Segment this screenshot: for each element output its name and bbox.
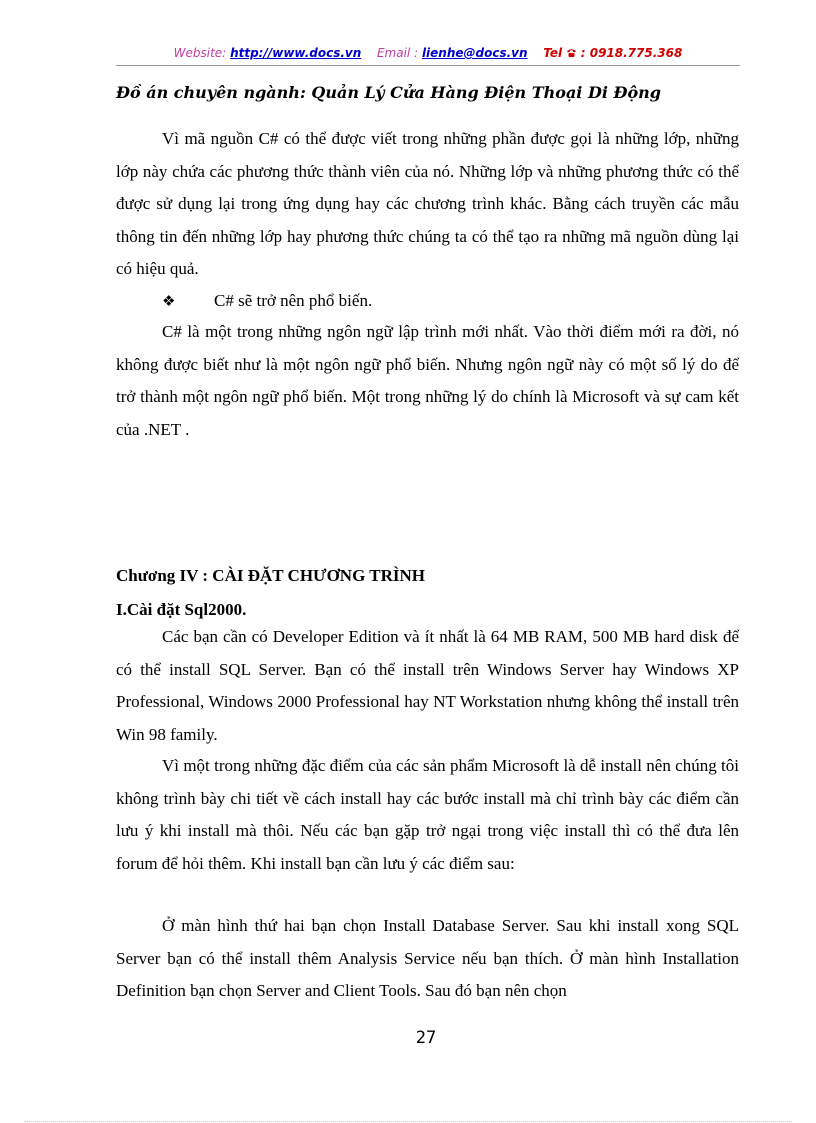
paragraph-5: Ở màn hình thứ hai bạn chọn Install Database Server. Sau khi install xong SQL Server bạn có thể install thêm Analysis Service nếu bạn thích. Ở màn hình Installation Definition bạn chọn Server and Client Tools. Sau đó bạn nên chọn [116, 916, 739, 1000]
email-label: Email : [376, 46, 419, 60]
website-link[interactable]: http://www.docs.vn [230, 46, 362, 60]
paragraph-3: Các bạn cần có Developer Edition và ít nhất là 64 MB RAM, 500 MB hard disk để có thể install SQL Server. Bạn có thể install trên Windows Server hay Windows XP Professional, Windows 2000 Professional hay NT Workstation nhưng không thể install trên Win 98 family. [116, 627, 739, 744]
tel-number: : 0918.775.368 [580, 46, 683, 60]
header-rule [116, 65, 740, 66]
telephone-icon [566, 46, 577, 60]
bullet-text: C# sẽ trở nên phổ biến. [214, 291, 373, 310]
website-label: Website: [173, 46, 227, 60]
paragraph-4: Vì một trong những đặc điểm của các sản phẩm Microsoft là dễ install nên chúng tôi không trình bày chi tiết về cách install hay các bước install mà chỉ trình bày các điểm cần lưu ý khi install mà thôi. Nếu các bạn gặp trở ngại trong việc install thì có thể đưa lên forum để hỏi thêm. Khi install bạn cần lưu ý các điểm sau: [116, 756, 739, 873]
page-bottom-border [24, 1121, 792, 1122]
page-number: 27 [415, 1028, 437, 1048]
section-heading: I.Cài đặt Sql2000. [116, 600, 247, 619]
tel-label: Tel [543, 46, 563, 60]
paragraph-2: C# là một trong những ngôn ngữ lập trình mới nhất. Vào thời điểm mới ra đời, nó không được biết như là một ngôn ngữ phổ biến. Nhưng ngôn ngữ này có một số lý do để trở thành một ngôn ngữ phổ biến. Một trong những lý do chính là Microsoft và sự cam kết của .NET . [116, 322, 739, 439]
document-title: Đồ án chuyên ngành: Quản Lý Cửa Hàng Điện Thoại Di Động [116, 83, 661, 102]
page-header [116, 46, 740, 64]
bullet-item [162, 287, 722, 315]
email-link[interactable]: lienhe@docs.vn [421, 46, 528, 60]
diamond-bullet-icon: ❖ [162, 292, 176, 310]
paragraph-1: Vì mã nguồn C# có thể được viết trong những phần được gọi là những lớp, những lớp này chứa các phương thức thành viên của nó. Những lớp và những phương thức có thể được sử dụng lại trong ứng dụng hay các chương trình khác. Bằng cách truyền các mẫu thông tin đến những lớp hay phương thức chúng ta có thể tạo ra những mã nguồn dùng lại có hiệu quả. [116, 129, 739, 278]
chapter-heading: Chương IV : CÀI ĐẶT CHƯƠNG TRÌNH [116, 566, 425, 585]
